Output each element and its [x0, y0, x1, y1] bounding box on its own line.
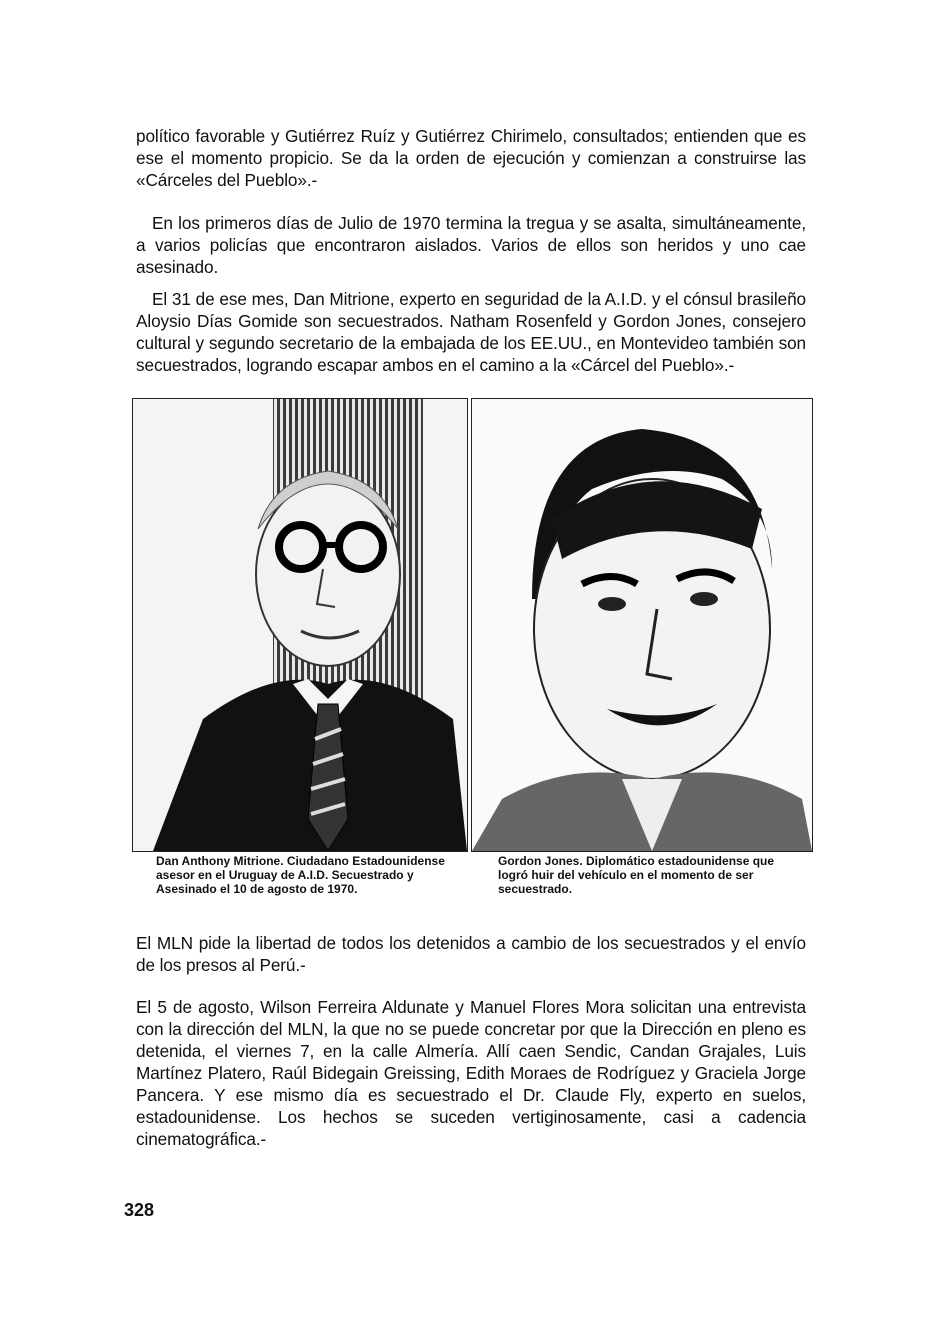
paragraph-4: El MLN pide la libertad de todos los detenidos a cambio de los secuestrados y el envío de los presos al Perú.-: [136, 933, 806, 975]
caption-gordon-jones: Gordon Jones. Diplomático estadounidense que logró huir del vehículo en el momento de ser secuestrado.: [498, 854, 775, 896]
paragraph-1: político favorable y Gutiérrez Ruíz y Gutiérrez Chirimelo, consultados; entienden que es ese el momento propicio. Se da la orden de ejecución y comienzan a construirse las «Cárceles del Pueblo».-: [136, 126, 806, 190]
photo-dan-mitrione: [132, 398, 468, 852]
portrait-young-man: [472, 399, 812, 851]
photo-gordon-jones: [471, 398, 813, 852]
portrait-man-glasses: [133, 399, 467, 851]
paragraph-2: En los primeros días de Julio de 1970 termina la tregua y se asalta, simultáneamente, a varios policías que encontraron aislados. Varios de ellos son heridos y uno cae asesinado.: [136, 213, 806, 277]
paragraph-3: El 31 de ese mes, Dan Mitrione, experto en seguridad de la A.I.D. y el cónsul brasileño Aloysio Días Gomide son secuestrados. Natham Rosenfeld y Gordon Jones, consejero cultural y segundo secretario de la embajada de los EE.UU., en Montevideo también son secuestrados, logrando escapar ambos en el camino a la «Cárcel del Pueblo».-: [136, 289, 806, 375]
page-number: 328: [124, 1200, 155, 1220]
paragraph-5: El 5 de agosto, Wilson Ferreira Aldunate y Manuel Flores Mora solicitan una entrevista con la dirección del MLN, la que no se puede concretar por que la Dirección en pleno es detenida, el viernes 7, en la calle Almería. Allí caen Sendic, Candan Grajales, Luis Martínez Platero, Raúl Bidegain Greissing, Edith Moraes de Rodríguez y Graciela Jorge Pancera. Y ese mismo día es secuestrado el Dr. Claude Fly, experto en suelos, estadounidense. Los hechos se suceden vertiginosamente, casi a cadencia cinematográfica.-: [136, 997, 806, 1149]
caption-dan-mitrione: Dan Anthony Mitrione. Ciudadano Estadounidense asesor en el Uruguay de A.I.D. Secuestrado y Asesinado el 10 de agosto de 1970.: [156, 854, 445, 896]
